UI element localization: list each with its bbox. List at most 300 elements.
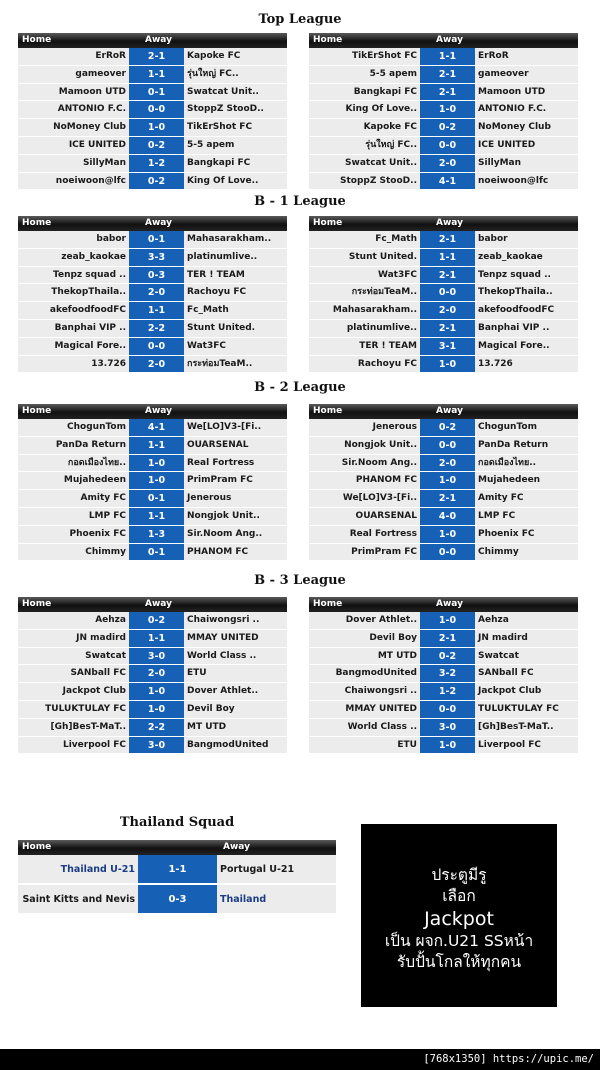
header-home: Home bbox=[22, 35, 52, 45]
table-row bbox=[18, 719, 287, 737]
away-team: Sir.Noom Ang.. bbox=[187, 528, 263, 539]
away-team: Jackpot Club bbox=[478, 686, 542, 697]
match-score: 2-0 bbox=[129, 356, 184, 373]
home-team: Mujahedeen bbox=[63, 475, 126, 486]
home-team: akefoodfoodFC bbox=[49, 305, 126, 316]
fixture-table bbox=[18, 216, 287, 373]
home-team: รุ่นใหญ่ FC.. bbox=[365, 139, 417, 150]
away-team: Mujahedeen bbox=[478, 475, 541, 486]
away-team: zeab_kaokae bbox=[478, 251, 543, 262]
table-row bbox=[309, 302, 578, 320]
home-team: King Of Love.. bbox=[345, 104, 417, 115]
away-team: ErRoR bbox=[478, 51, 509, 61]
home-team: Thailand U-21 bbox=[60, 864, 135, 875]
match-score: 1-1 bbox=[420, 249, 475, 266]
table-row bbox=[18, 526, 287, 544]
away-team: กอดเมืองไทย.. bbox=[478, 457, 537, 468]
away-team: Kapoke FC bbox=[187, 51, 241, 61]
home-team: Bangkapi FC bbox=[353, 86, 417, 97]
home-team: [Gh]BesT-MaT.. bbox=[50, 721, 126, 732]
table-header bbox=[18, 404, 287, 419]
table-row bbox=[18, 66, 287, 84]
home-team: Banphai VIP .. bbox=[54, 322, 126, 333]
league-title-b2: B - 2 League bbox=[254, 380, 346, 395]
table-row bbox=[309, 612, 578, 630]
match-score: 4-1 bbox=[129, 419, 184, 436]
away-team: Swatcat Unit.. bbox=[187, 86, 259, 97]
header-away: Away bbox=[145, 35, 172, 45]
away-team: 5-5 apem bbox=[187, 139, 235, 150]
match-score: 1-0 bbox=[129, 701, 184, 718]
table-row bbox=[18, 855, 336, 885]
table-row bbox=[18, 48, 287, 66]
match-score: 2-1 bbox=[420, 490, 475, 507]
match-score: 1-2 bbox=[420, 683, 475, 700]
table-row bbox=[309, 455, 578, 473]
league-title-b3: B - 3 League bbox=[254, 573, 346, 588]
away-team: Phoenix FC bbox=[478, 528, 535, 539]
match-score: 0-3 bbox=[138, 885, 217, 913]
away-team: platinumlive.. bbox=[187, 251, 258, 262]
match-score: 1-0 bbox=[129, 455, 184, 472]
home-team: ANTONIO F.C. bbox=[57, 104, 126, 115]
home-team: Liverpool FC bbox=[62, 739, 126, 750]
table-row bbox=[309, 508, 578, 526]
fixture-table bbox=[18, 33, 287, 190]
table-row bbox=[309, 419, 578, 437]
away-team: TikErShot FC bbox=[187, 122, 253, 133]
away-team: Wat3FC bbox=[187, 340, 226, 351]
home-team: Mamoon UTD bbox=[58, 86, 126, 97]
match-score: 1-1 bbox=[420, 48, 475, 65]
home-team: Sir.Noom Ang.. bbox=[341, 457, 417, 468]
home-team: LMP FC bbox=[88, 510, 126, 521]
home-team: 5-5 apem bbox=[369, 68, 417, 79]
header-away: Away bbox=[145, 599, 172, 609]
home-team: Magical Fore.. bbox=[54, 340, 126, 351]
match-score: 1-1 bbox=[129, 630, 184, 647]
match-score: 0-0 bbox=[420, 437, 475, 454]
match-score: 1-1 bbox=[129, 66, 184, 83]
table-row bbox=[18, 630, 287, 648]
match-score: 0-2 bbox=[129, 173, 184, 190]
table-row bbox=[18, 612, 287, 630]
home-team: Chaiwongsri .. bbox=[344, 686, 417, 697]
promo-line: เลือก bbox=[442, 886, 476, 905]
match-score: 2-0 bbox=[420, 455, 475, 472]
away-team: Stunt United. bbox=[187, 322, 256, 333]
fixture-table bbox=[18, 404, 287, 561]
table-row bbox=[309, 137, 578, 155]
home-team: Phoenix FC bbox=[69, 528, 126, 539]
away-team: PHANOM FC bbox=[187, 546, 249, 557]
match-score: 1-0 bbox=[129, 683, 184, 700]
table-row bbox=[18, 267, 287, 285]
match-score: 1-2 bbox=[129, 155, 184, 172]
promo-line: รับปั้นโกลให้ทุกคน bbox=[396, 952, 522, 971]
match-score: 0-0 bbox=[129, 338, 184, 355]
away-team: PrimPram FC bbox=[187, 475, 253, 486]
home-team: MT UTD bbox=[377, 650, 417, 661]
home-team: JN madird bbox=[76, 632, 126, 643]
table-row bbox=[309, 267, 578, 285]
match-score: 3-1 bbox=[420, 338, 475, 355]
home-team: ETU bbox=[397, 739, 417, 750]
table-row bbox=[309, 648, 578, 666]
table-row bbox=[18, 737, 287, 755]
match-score: 0-0 bbox=[420, 284, 475, 301]
match-score: 1-0 bbox=[420, 737, 475, 754]
league-title-top: Top League bbox=[258, 12, 342, 27]
match-score: 0-0 bbox=[420, 701, 475, 718]
table-row bbox=[18, 490, 287, 508]
home-team: Wat3FC bbox=[378, 269, 417, 280]
header-home: Home bbox=[22, 842, 52, 852]
away-team: akefoodfoodFC bbox=[478, 305, 555, 316]
table-row bbox=[18, 701, 287, 719]
home-team: Jackpot Club bbox=[62, 686, 126, 697]
away-team: Rachoyu FC bbox=[187, 287, 247, 298]
header-home: Home bbox=[22, 218, 52, 228]
table-row bbox=[309, 155, 578, 173]
table-row bbox=[309, 630, 578, 648]
match-score: 2-0 bbox=[420, 302, 475, 319]
away-team: LMP FC bbox=[478, 510, 516, 521]
home-team: TER ! TEAM bbox=[359, 340, 417, 351]
home-team: Nongjok Unit.. bbox=[344, 439, 417, 450]
away-team: Chimmy bbox=[478, 546, 519, 557]
table-header bbox=[18, 216, 287, 231]
table-row bbox=[309, 48, 578, 66]
table-row bbox=[309, 231, 578, 249]
table-row bbox=[309, 719, 578, 737]
away-team: Chaiwongsri .. bbox=[187, 615, 260, 625]
promo-line: เป็น ผจก.U21 SSหน้า bbox=[384, 931, 534, 950]
fixture-table bbox=[309, 404, 578, 561]
away-team: Devil Boy bbox=[187, 703, 235, 714]
match-score: 0-1 bbox=[129, 231, 184, 248]
table-row bbox=[309, 683, 578, 701]
home-team: 13.726 bbox=[91, 358, 126, 369]
away-team: MT UTD bbox=[187, 721, 227, 732]
away-team: Banphai VIP .. bbox=[478, 322, 550, 333]
home-team: SillyMan bbox=[82, 157, 126, 168]
home-team: PHANOM FC bbox=[355, 475, 417, 486]
away-team: Nongjok Unit.. bbox=[187, 510, 260, 521]
home-team: TULUKTULAY FC bbox=[45, 703, 126, 714]
home-team: World Class .. bbox=[347, 721, 417, 732]
home-team: Rachoyu FC bbox=[357, 358, 417, 369]
match-score: 1-0 bbox=[420, 101, 475, 118]
away-team: JN madird bbox=[478, 632, 528, 643]
table-row bbox=[18, 472, 287, 490]
away-team: gameover bbox=[478, 68, 529, 79]
thailand-squad-title: Thailand Squad bbox=[119, 815, 235, 830]
home-team: Chimmy bbox=[85, 546, 126, 557]
match-score: 3-0 bbox=[129, 648, 184, 665]
table-row bbox=[309, 737, 578, 755]
image-host-footer: [768x1350] https://upic.me/ bbox=[0, 1049, 600, 1070]
match-score: 2-1 bbox=[420, 320, 475, 337]
away-team: SillyMan bbox=[478, 157, 522, 168]
away-team: Jenerous bbox=[187, 493, 232, 504]
home-team: zeab_kaokae bbox=[61, 251, 126, 262]
match-score: 3-2 bbox=[420, 665, 475, 682]
table-row bbox=[18, 119, 287, 137]
header-away: Away bbox=[436, 218, 463, 228]
match-score: 3-0 bbox=[420, 719, 475, 736]
match-score: 2-1 bbox=[420, 84, 475, 101]
header-away: Away bbox=[145, 406, 172, 416]
match-score: 1-0 bbox=[129, 119, 184, 136]
match-score: 0-3 bbox=[129, 267, 184, 284]
match-score: 4-0 bbox=[420, 508, 475, 525]
home-team: Amity FC bbox=[80, 493, 126, 504]
table-row bbox=[18, 508, 287, 526]
match-score: 0-1 bbox=[129, 84, 184, 101]
table-row bbox=[18, 173, 287, 191]
table-row bbox=[18, 231, 287, 249]
table-row bbox=[309, 101, 578, 119]
table-row bbox=[309, 437, 578, 455]
away-team: ANTONIO F.C. bbox=[478, 104, 547, 115]
match-score: 2-1 bbox=[420, 630, 475, 647]
home-team: ErRoR bbox=[95, 51, 126, 61]
table-header bbox=[309, 216, 578, 231]
away-team: StoppZ StooD.. bbox=[187, 104, 264, 115]
away-team: Tenpz squad .. bbox=[478, 269, 551, 280]
away-team: ThekopThaila.. bbox=[478, 287, 553, 298]
table-row bbox=[309, 284, 578, 302]
table-row bbox=[18, 419, 287, 437]
match-score: 2-0 bbox=[129, 284, 184, 301]
match-score: 3-0 bbox=[129, 737, 184, 754]
header-away: Away bbox=[436, 35, 463, 45]
table-row bbox=[309, 490, 578, 508]
home-team: Fc_Math bbox=[375, 234, 417, 244]
home-team: ThekopThaila.. bbox=[51, 287, 126, 298]
league-title-b1: B - 1 League bbox=[254, 194, 346, 209]
header-home: Home bbox=[22, 406, 52, 416]
away-team: OUARSENAL bbox=[187, 439, 249, 450]
header-away: Away bbox=[223, 842, 250, 852]
away-team: Bangkapi FC bbox=[187, 157, 251, 168]
table-row bbox=[18, 320, 287, 338]
away-team: กระท่อมTeaM.. bbox=[187, 358, 253, 369]
table-row bbox=[18, 84, 287, 102]
away-team: Aehza bbox=[478, 615, 509, 625]
table-row bbox=[309, 472, 578, 490]
away-team: TULUKTULAY FC bbox=[478, 703, 559, 714]
away-team: babor bbox=[478, 234, 508, 244]
home-team: BangmodUnited bbox=[335, 668, 417, 679]
match-score: 1-1 bbox=[138, 855, 217, 883]
match-score: 0-0 bbox=[129, 101, 184, 118]
home-team: OUARSENAL bbox=[355, 510, 417, 521]
table-row bbox=[309, 119, 578, 137]
table-row bbox=[18, 544, 287, 562]
match-score: 2-2 bbox=[129, 719, 184, 736]
table-row bbox=[18, 356, 287, 374]
table-header bbox=[18, 33, 287, 48]
away-team: PanDa Return bbox=[478, 439, 549, 450]
table-header bbox=[309, 597, 578, 612]
home-team: Jenerous bbox=[372, 422, 417, 432]
table-row bbox=[18, 137, 287, 155]
header-away: Away bbox=[436, 406, 463, 416]
promo-line: Jackpot bbox=[424, 907, 494, 930]
match-score: 0-2 bbox=[420, 648, 475, 665]
home-team: TikErShot FC bbox=[351, 51, 417, 61]
match-score: 1-0 bbox=[420, 526, 475, 543]
home-team: Tenpz squad .. bbox=[53, 269, 126, 280]
home-team: StoppZ StooD.. bbox=[340, 175, 417, 186]
table-row bbox=[18, 455, 287, 473]
thailand-squad-table bbox=[18, 840, 336, 915]
promo-box bbox=[361, 824, 557, 1007]
header-home: Home bbox=[313, 599, 343, 609]
home-team: Swatcat Unit.. bbox=[345, 157, 417, 168]
match-score: 1-1 bbox=[129, 437, 184, 454]
home-team: Real Fortress bbox=[349, 528, 417, 539]
home-team: Swatcat bbox=[85, 650, 126, 661]
header-home: Home bbox=[313, 35, 343, 45]
table-row bbox=[309, 173, 578, 191]
table-row bbox=[18, 437, 287, 455]
home-team: Devil Boy bbox=[369, 632, 417, 643]
home-team: ICE UNITED bbox=[68, 139, 126, 150]
table-row bbox=[309, 665, 578, 683]
home-team: We[LO]V3-[Fi.. bbox=[342, 493, 417, 504]
table-row bbox=[309, 338, 578, 356]
table-row bbox=[18, 648, 287, 666]
table-row bbox=[309, 66, 578, 84]
table-row bbox=[18, 885, 336, 915]
away-team: Swatcat bbox=[478, 650, 519, 661]
match-score: 0-2 bbox=[129, 612, 184, 629]
home-team: SANball FC bbox=[70, 668, 126, 679]
table-row bbox=[309, 544, 578, 562]
fixture-table bbox=[18, 597, 287, 754]
table-row bbox=[309, 526, 578, 544]
match-score: 0-1 bbox=[129, 544, 184, 561]
match-score: 1-1 bbox=[129, 508, 184, 525]
table-row bbox=[18, 683, 287, 701]
away-team: Thailand bbox=[220, 894, 267, 905]
away-team: ETU bbox=[187, 668, 207, 679]
match-score: 0-1 bbox=[129, 490, 184, 507]
home-team: กระท่อมTeaM.. bbox=[351, 287, 417, 298]
table-row bbox=[309, 249, 578, 267]
table-row bbox=[18, 155, 287, 173]
match-score: 3-3 bbox=[129, 249, 184, 266]
away-team: TER ! TEAM bbox=[187, 269, 245, 280]
match-score: 1-0 bbox=[420, 356, 475, 373]
table-row bbox=[18, 338, 287, 356]
away-team: Mahasarakham.. bbox=[187, 234, 272, 244]
table-row bbox=[309, 356, 578, 374]
match-score: 1-1 bbox=[129, 302, 184, 319]
home-team: Stunt United. bbox=[348, 251, 417, 262]
home-team: PanDa Return bbox=[55, 439, 126, 450]
home-team: Mahasarakham.. bbox=[332, 305, 417, 316]
away-team: MMAY UNITED bbox=[187, 632, 259, 643]
header-away: Away bbox=[436, 599, 463, 609]
header-home: Home bbox=[313, 218, 343, 228]
table-row bbox=[309, 84, 578, 102]
match-score: 2-0 bbox=[129, 665, 184, 682]
match-score: 0-0 bbox=[420, 137, 475, 154]
match-score: 0-2 bbox=[129, 137, 184, 154]
match-score: 1-0 bbox=[129, 472, 184, 489]
header-home: Home bbox=[22, 599, 52, 609]
table-header bbox=[18, 597, 287, 612]
match-score: 1-3 bbox=[129, 526, 184, 543]
header-away: Away bbox=[145, 218, 172, 228]
fixture-table bbox=[309, 33, 578, 190]
away-team: Portugal U-21 bbox=[220, 864, 295, 875]
home-team: PrimPram FC bbox=[351, 546, 417, 557]
away-team: We[LO]V3-[Fi.. bbox=[187, 422, 262, 432]
table-row bbox=[18, 665, 287, 683]
table-row bbox=[18, 302, 287, 320]
away-team: Fc_Math bbox=[187, 305, 229, 316]
away-team: รุ่นใหญ่ FC.. bbox=[187, 68, 239, 79]
home-team: platinumlive.. bbox=[346, 322, 417, 333]
home-team: MMAY UNITED bbox=[345, 703, 417, 714]
home-team: กอดเมืองไทย.. bbox=[67, 457, 126, 468]
home-team: Dover Athlet.. bbox=[345, 615, 417, 625]
table-header bbox=[309, 404, 578, 419]
away-team: BangmodUnited bbox=[187, 739, 269, 750]
home-team: gameover bbox=[75, 68, 126, 79]
away-team: ICE UNITED bbox=[478, 139, 536, 150]
table-row bbox=[18, 284, 287, 302]
match-score: 0-2 bbox=[420, 419, 475, 436]
table-header bbox=[309, 33, 578, 48]
home-team: ChogunTom bbox=[67, 422, 126, 432]
home-team: Saint Kitts and Nevis bbox=[22, 894, 135, 905]
away-team: Liverpool FC bbox=[478, 739, 542, 750]
fixture-table bbox=[309, 216, 578, 373]
match-score: 2-1 bbox=[420, 267, 475, 284]
match-score: 2-0 bbox=[420, 155, 475, 172]
away-team: ChogunTom bbox=[478, 422, 537, 432]
home-team: babor bbox=[96, 234, 126, 244]
match-score: 1-0 bbox=[420, 612, 475, 629]
match-score: 1-0 bbox=[420, 472, 475, 489]
match-score: 2-1 bbox=[129, 48, 184, 65]
match-score: 2-2 bbox=[129, 320, 184, 337]
away-team: King Of Love.. bbox=[187, 175, 259, 186]
away-team: SANball FC bbox=[478, 668, 534, 679]
away-team: Amity FC bbox=[478, 493, 524, 504]
match-score: 2-1 bbox=[420, 231, 475, 248]
away-team: [Gh]BesT-MaT.. bbox=[478, 721, 554, 732]
header-home: Home bbox=[313, 406, 343, 416]
away-team: Magical Fore.. bbox=[478, 340, 550, 351]
table-row bbox=[18, 249, 287, 267]
home-team: Aehza bbox=[95, 615, 126, 625]
table-row bbox=[309, 320, 578, 338]
away-team: Dover Athlet.. bbox=[187, 686, 259, 697]
home-team: noeiwoon@lfc bbox=[55, 175, 126, 186]
table-header bbox=[18, 840, 336, 855]
away-team: noeiwoon@lfc bbox=[478, 175, 549, 186]
promo-line: ประตูมีรู bbox=[431, 865, 487, 884]
table-row bbox=[309, 701, 578, 719]
away-team: 13.726 bbox=[478, 358, 513, 369]
